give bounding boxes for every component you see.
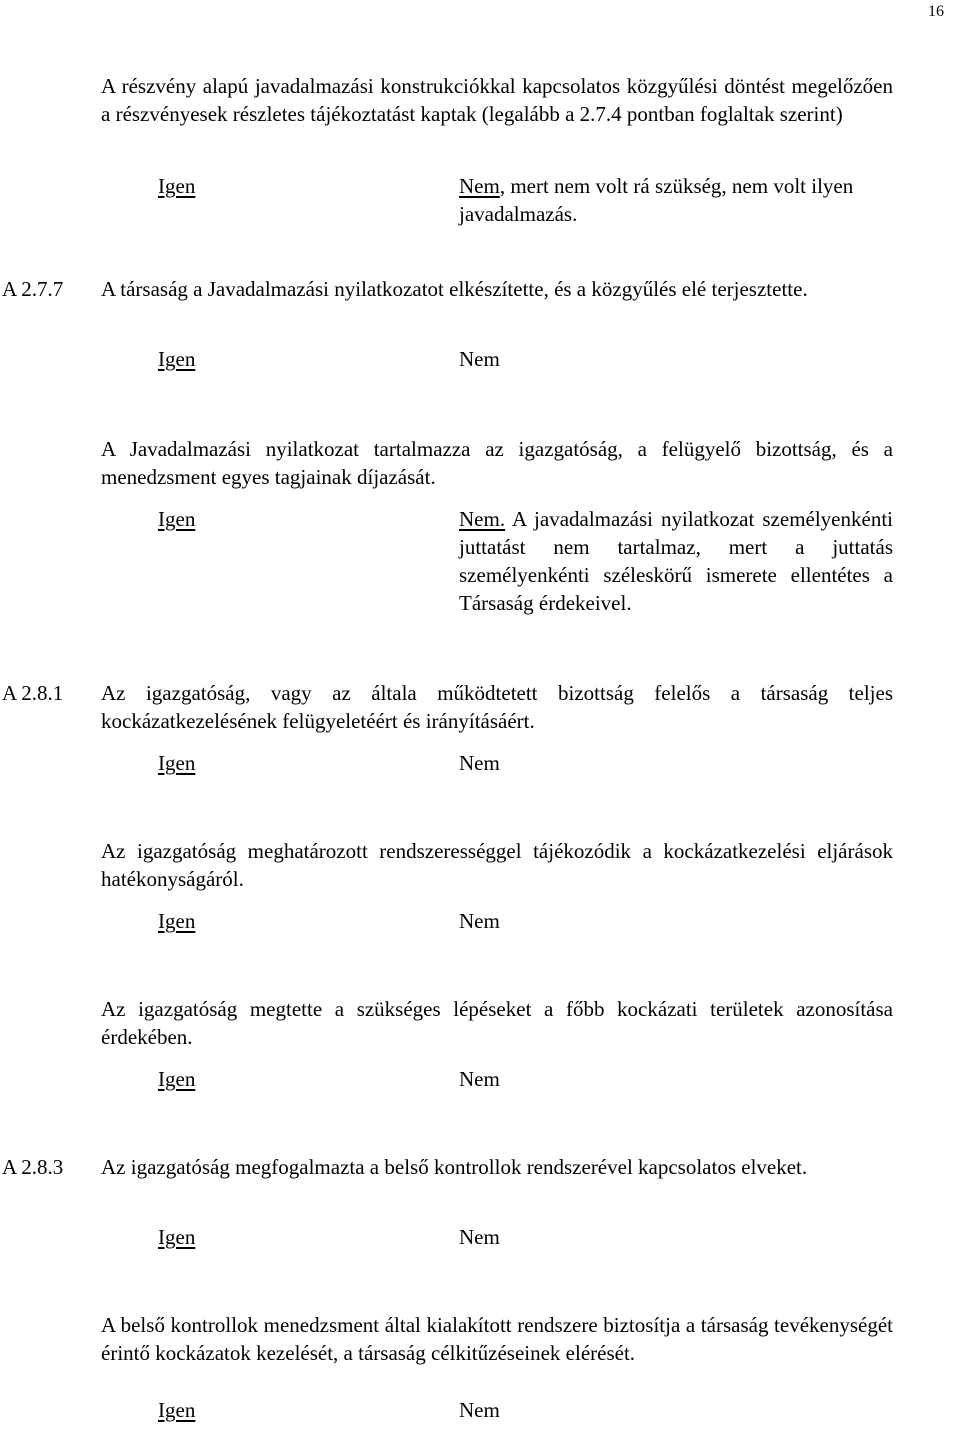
answer-nem: Nem — [459, 1398, 500, 1422]
answer-igen: Igen — [158, 174, 196, 198]
answer-igen: Igen — [158, 909, 196, 933]
answer-nem: Nem. — [459, 507, 506, 531]
answer-nem-comment — [459, 505, 893, 617]
answer-nem: Nem — [459, 347, 500, 371]
answer-igen: Igen — [158, 347, 196, 371]
answer-nem: Nem — [459, 1067, 500, 1091]
paragraph-remuneration-statement: A társaság a Javadalmazási nyilatkozatot elkészítette, és a közgyűlés elé terjesztette. — [101, 277, 808, 301]
paragraph-internal-control-system: A belső kontrollok menedzsment által kialakított rendszere biztosítja a társaság tevékenységét érintő kockázatok kezelését, a társaság célkitűzéseinek elérését. — [101, 1313, 893, 1365]
paragraph-risk-procedures-review: Az igazgatóság meghatározott rendszerességgel tájékozódik a kockázatkezelési eljárások hatékonyságáról. — [101, 839, 893, 891]
answer-igen: Igen — [158, 1398, 196, 1422]
section-number: A 2.8.3 — [2, 1155, 64, 1179]
answer-igen: Igen — [158, 751, 196, 775]
answer-nem: Nem — [459, 174, 500, 198]
answer-igen: Igen — [158, 1067, 196, 1091]
answer-nem: Nem — [459, 909, 500, 933]
paragraph-internal-control-principles: Az igazgatóság megfogalmazta a belső kontrollok rendszerével kapcsolatos elveket. — [101, 1155, 808, 1179]
paragraph-risk-management-oversight: Az igazgatóság, vagy az általa működtetett bizottság felelős a társaság teljes kockázatkezelésének felügyeletéért és irányításáért. — [101, 681, 893, 733]
section-number: A 2.8.1 — [2, 681, 64, 705]
section-number: A 2.7.7 — [2, 277, 64, 301]
paragraph-remuneration-content: A Javadalmazási nyilatkozat tartalmazza az igazgatóság, a felügyelő bizottság, és a menedzsment egyes tagjainak díjazását. — [101, 437, 893, 489]
answer-nem-explanation: A javadalmazási nyilatkozat személyenkénti juttatást nem tartalmaz, mert a juttatás személyenkénti széleskörű ismerete ellentétes a Társaság érdekeivel. — [459, 507, 893, 615]
paragraph-risk-areas-identification: Az igazgatóság megtette a szükséges lépéseket a főbb kockázati területek azonosítása érdekében. — [101, 997, 893, 1049]
answer-nem-comment — [459, 172, 893, 228]
answer-nem-explanation: , mert nem volt rá szükség, nem volt ilyen javadalmazás. — [459, 174, 854, 226]
answer-nem: Nem — [459, 751, 500, 775]
answer-nem: Nem — [459, 1225, 500, 1249]
answer-igen: Igen — [158, 507, 196, 531]
answer-igen: Igen — [158, 1225, 196, 1249]
paragraph-share-based-remuneration: A részvény alapú javadalmazási konstrukciókkal kapcsolatos közgyűlési döntést megelőzően a részvényesek részletes tájékoztatást kaptak (legalább a 2.7.4 pontban foglaltak szerint) — [101, 74, 893, 126]
page-number: 16 — [928, 3, 944, 20]
